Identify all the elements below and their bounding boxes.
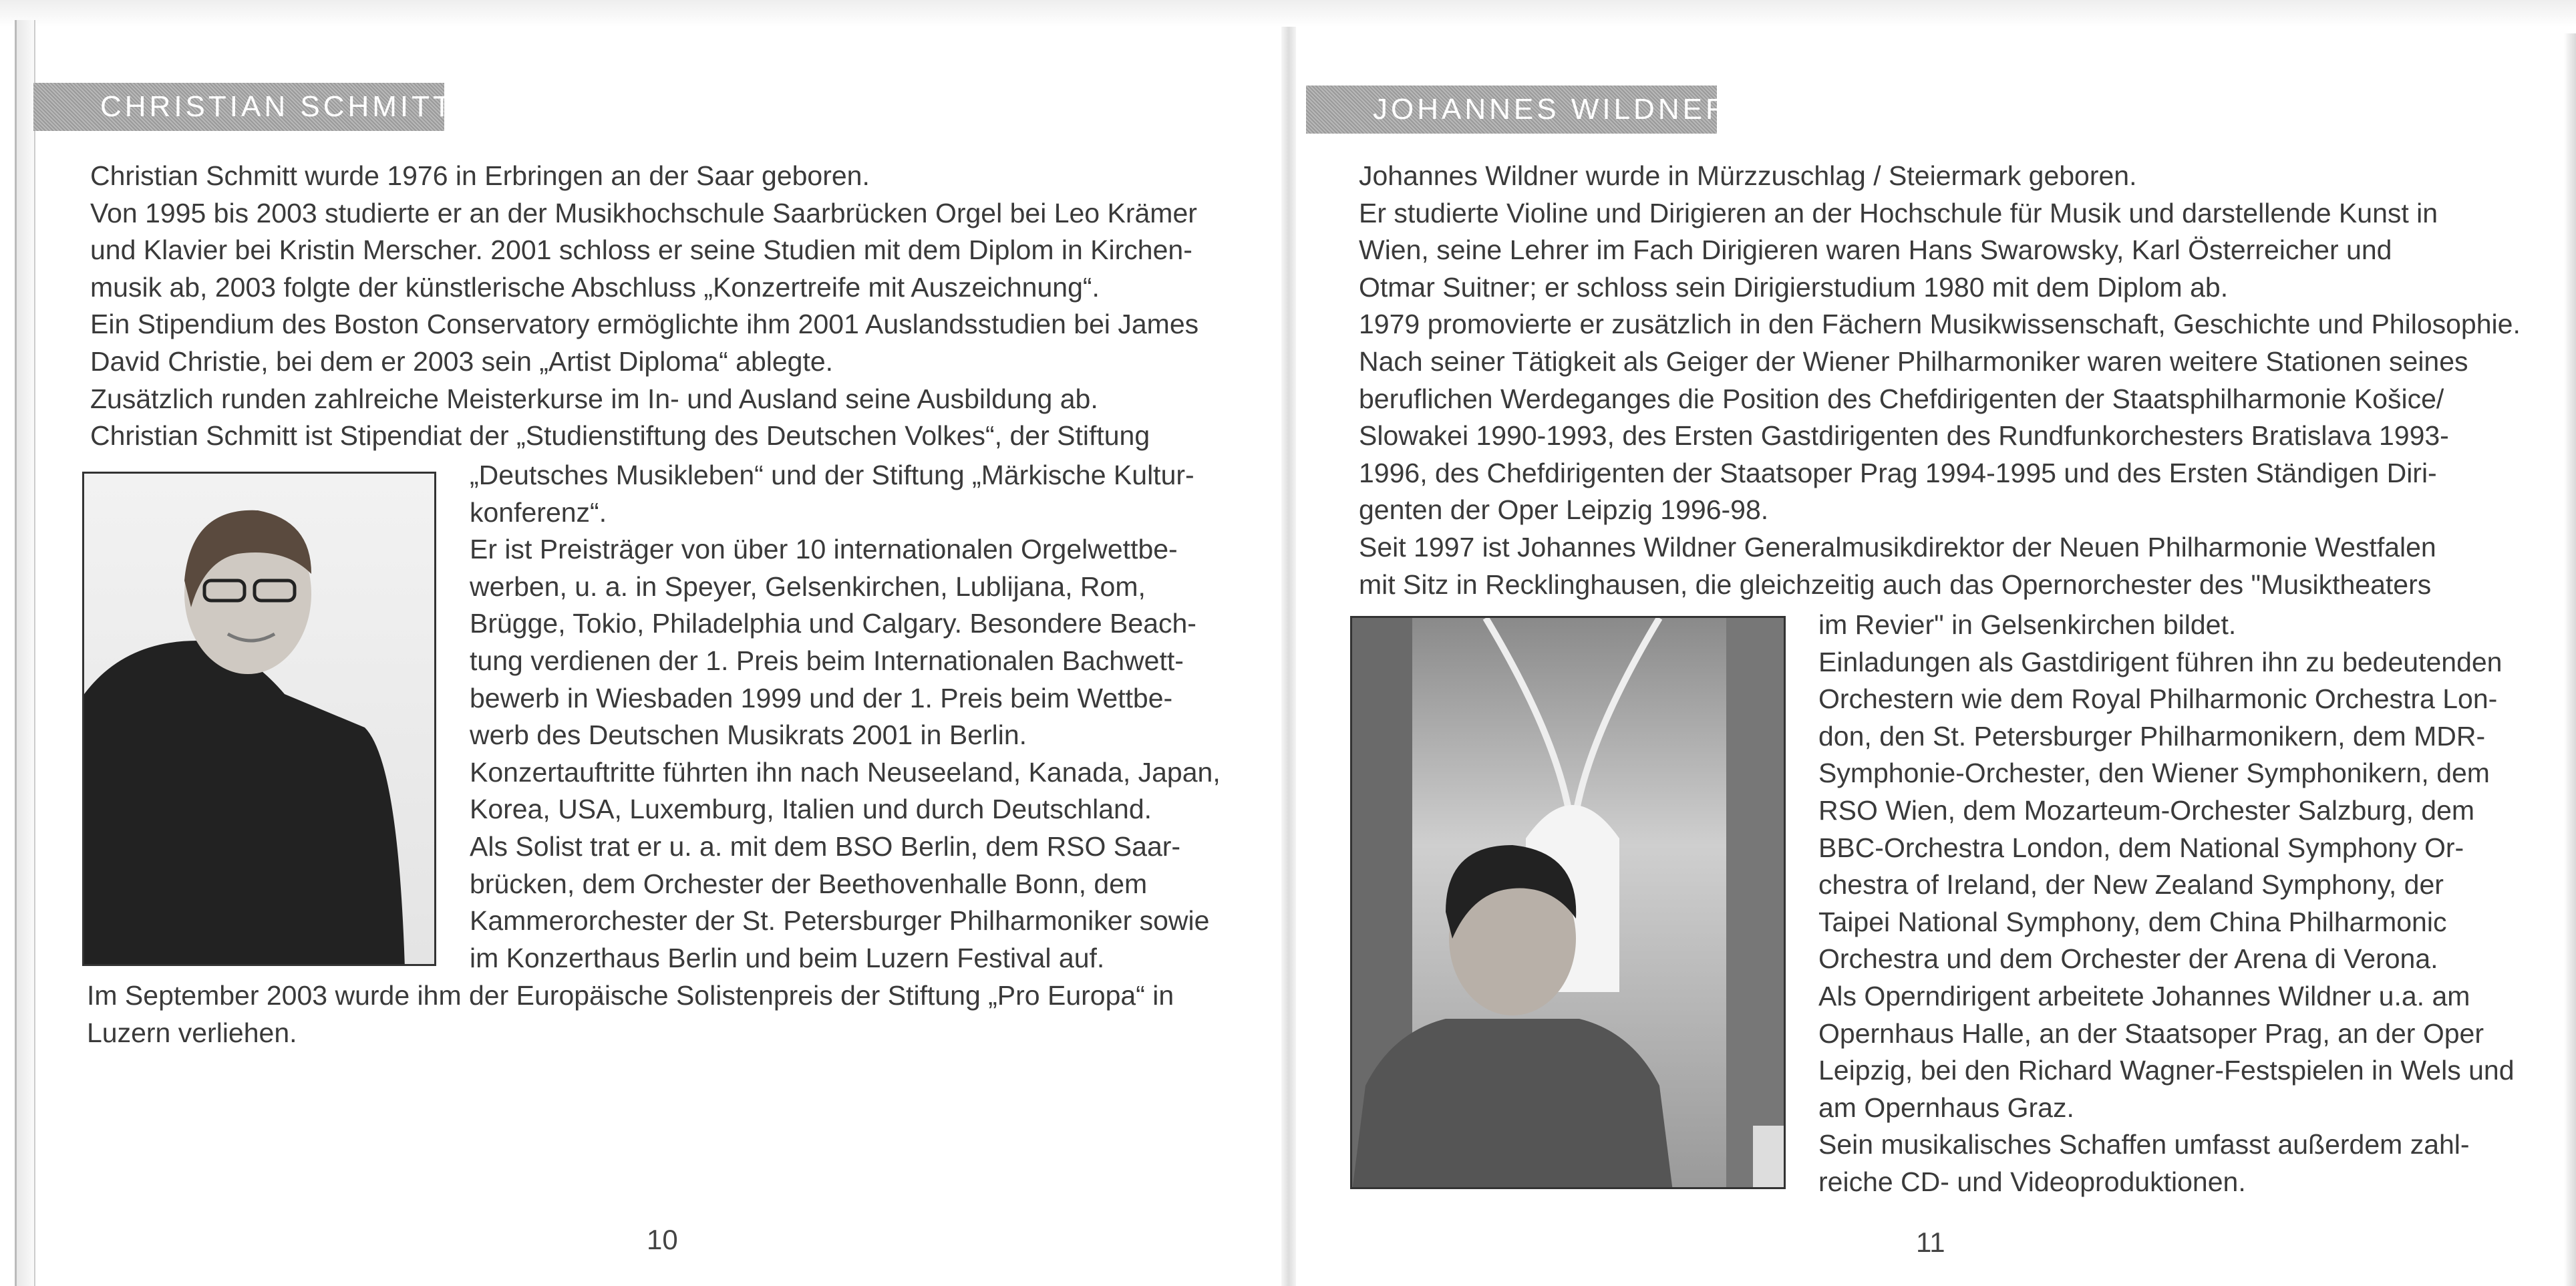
text-line: mit Sitz in Recklinghausen, die gleichzeitig auch das Opernorchester des "Musiktheaters xyxy=(1359,569,2432,600)
text-line: Von 1995 bis 2003 studierte er an der Musikhochschule Saarbrücken Orgel bei Leo Krämer xyxy=(90,197,1197,228)
text-line: werb des Deutschen Musikrats 2001 in Berlin. xyxy=(470,719,1027,751)
text-line: Brügge, Tokio, Philadelphia und Calgary. Besondere Beach- xyxy=(470,608,1196,639)
text-line: Wien, seine Lehrer im Fach Dirigieren waren Hans Swarowsky, Karl Österreicher und xyxy=(1359,234,2392,266)
left-wrapped-text xyxy=(470,457,1221,977)
text-line: Korea, USA, Luxemburg, Italien und durch Deutschland. xyxy=(470,794,1152,825)
text-line: Er studierte Violine und Dirigieren an der Hochschule für Musik und darstellende Kunst in xyxy=(1359,197,2438,228)
text-line: Symphonie-Orchester, den Wiener Symphonikern, dem xyxy=(1818,758,2490,789)
text-line: Als Operndirigent arbeitete Johannes Wildner u.a. am xyxy=(1818,980,2470,1011)
page-top-shadow xyxy=(0,0,2576,27)
page-number-left: 10 xyxy=(647,1224,678,1255)
text-line: Kammerorchester der St. Petersburger Philharmoniker sowie xyxy=(470,905,1210,937)
text-line: und Klavier bei Kristin Merscher. 2001 schloss er seine Studien mit dem Diplom in Kirchen- xyxy=(90,234,1192,266)
text-line: Seit 1997 ist Johannes Wildner Generalmusikdirektor der Neuen Philharmonie Westfalen xyxy=(1359,531,2436,562)
text-line: Im September 2003 wurde ihm der Europäische Solistenpreis der Stiftung „Pro Europa“ in xyxy=(87,980,1174,1011)
text-line: beruflichen Werdeganges die Position des Chefdirigenten der Staatsphilharmonie Košice/ xyxy=(1359,383,2444,414)
text-line: Einladungen als Gastdirigent führen ihn zu bedeutenden xyxy=(1818,646,2503,677)
right-wrapped-text xyxy=(1818,607,2515,1201)
text-line: genten der Oper Leipzig 1996-98. xyxy=(1359,494,1769,526)
text-line: Opernhaus Halle, an der Staatsoper Prag, an der Oper xyxy=(1818,1017,2484,1049)
text-line: bewerb in Wiesbaden 1999 und der 1. Preis beim Wettbe- xyxy=(470,682,1173,713)
text-line: Orchestern wie dem Royal Philharmonic Orchestra Lon- xyxy=(1818,683,2498,715)
text-line: musik ab, 2003 folgte der künstlerische Abschluss „Konzertreife mit Auszeichnung“. xyxy=(90,271,1100,303)
text-line: don, den St. Petersburger Philharmonikern, dem MDR- xyxy=(1818,720,2486,752)
text-line: Christian Schmitt wurde 1976 in Erbringen an der Saar geboren. xyxy=(90,160,870,191)
text-line: „Deutsches Musikleben“ und der Stiftung „Märkische Kultur- xyxy=(470,460,1194,490)
text-line: am Opernhaus Graz. xyxy=(1818,1092,2074,1123)
text-line: David Christie, bei dem er 2003 sein „Artist Diploma“ ablegte. xyxy=(90,345,834,377)
text-line: Luzern verliehen. xyxy=(87,1017,297,1048)
right-top-text xyxy=(1359,158,2521,603)
text-line: Otmar Suitner; er schloss sein Dirigierstudium 1980 mit dem Diplom ab. xyxy=(1359,271,2229,303)
text-line: Er ist Preisträger von über 10 internationalen Orgelwettbe- xyxy=(470,534,1178,565)
text-line: brücken, dem Orchester der Beethovenhalle Bonn, dem xyxy=(470,868,1148,899)
text-line: Slowakei 1990-1993, des Ersten Gastdirigenten des Rundfunkorchesters Bratislava 1993- xyxy=(1359,420,2449,452)
heading-johannes-wildner: JOHANNES WILDNER xyxy=(1306,86,1717,134)
text-line: BBC-Orchestra London, dem National Symphony Or- xyxy=(1818,832,2464,863)
text-line: Als Solist trat er u. a. mit dem BSO Berlin, dem RSO Saar- xyxy=(470,830,1181,862)
booklet-gutter xyxy=(1281,27,1296,1286)
text-line: Orchestra und dem Orchester der Arena di Verona. xyxy=(1818,943,2438,975)
photo-christian-schmitt xyxy=(82,472,436,966)
text-line: werben, u. a. in Speyer, Gelsenkirchen, Lublijana, Rom, xyxy=(470,571,1146,602)
text-line: Ein Stipendium des Boston Conservatory ermöglichte ihm 2001 Auslandsstudien bei James xyxy=(90,309,1199,340)
text-line: im Konzerthaus Berlin und beim Luzern Festival auf. xyxy=(470,942,1105,973)
text-line: tung verdienen der 1. Preis beim Internationalen Bachwett- xyxy=(470,645,1184,676)
text-line: Konzertauftritte führten ihn nach Neuseeland, Kanada, Japan, xyxy=(470,756,1221,788)
text-line: chestra of Ireland, der New Zealand Symphony, der xyxy=(1818,869,2444,901)
text-line: Nach seiner Tätigkeit als Geiger der Wiener Philharmoniker waren weitere Stationen seines xyxy=(1359,345,2468,377)
left-bottom-text xyxy=(87,977,1174,1052)
portrait-in-church-illustration xyxy=(1352,618,1786,1189)
booklet-left-edge xyxy=(15,20,35,1286)
text-line: Taipei National Symphony, dem China Philharmonic xyxy=(1818,906,2447,937)
text-line: Christian Schmitt ist Stipendiat der „Studienstiftung des Deutschen Volkes“, der Stiftung xyxy=(90,420,1150,452)
text-line: konferenz“. xyxy=(470,496,607,528)
text-line: Sein musikalisches Schaffen umfasst außerdem zahl- xyxy=(1818,1129,2470,1160)
page-number-right: 11 xyxy=(1916,1227,1945,1258)
text-line: 1996, des Chefdirigenten der Staatsoper Prag 1994-1995 und des Ersten Ständigen Diri- xyxy=(1359,457,2437,488)
text-line: Leipzig, bei den Richard Wagner-Festspielen in Wels und xyxy=(1818,1055,2515,1086)
booklet-right-edge xyxy=(2564,33,2576,1286)
portrait-illustration xyxy=(84,474,436,966)
heading-christian-schmitt: CHRISTIAN SCHMITT xyxy=(33,83,444,131)
text-line: reiche CD- und Videoproduktionen. xyxy=(1818,1166,2246,1197)
text-line: 1979 promovierte er zusätzlich in den Fächern Musikwissenschaft, Geschichte und Philosophie. xyxy=(1359,309,2521,340)
text-line: Zusätzlich runden zahlreiche Meisterkurse im In- und Ausland seine Ausbildung ab. xyxy=(90,383,1098,414)
text-line: Johannes Wildner wurde in Mürzzuschlag / Steiermark geboren. xyxy=(1359,160,2137,191)
text-line: RSO Wien, dem Mozarteum-Orchester Salzburg, dem xyxy=(1818,794,2475,826)
photo-johannes-wildner xyxy=(1350,616,1786,1189)
text-line: im Revier" in Gelsenkirchen bildet. xyxy=(1818,609,2237,640)
left-top-text xyxy=(90,158,1198,455)
